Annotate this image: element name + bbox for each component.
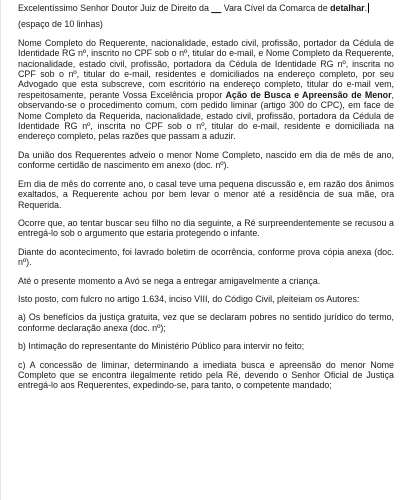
text-cursor <box>368 3 369 13</box>
fact-paragraph-refusal: Ocorre que, ao tentar buscar seu filho no dia seguinte, a Ré surpreendentemente se recusou a entregá-lo sob o argumento que estaria protegendo o infante. <box>18 217 394 239</box>
court-number-blank: __ <box>211 3 222 13</box>
comarca-placeholder: detalhar <box>330 3 365 13</box>
request-item-c: c) A concessão de liminar, determinando a imediata busca e apreensão do menor Nome Completo que se encontra ilegalmente retido pela Ré, devendo o Senhor Oficial de Justiça entregá-lo aos Requerentes, expedindo-se, para tanto, o competente mandado; <box>18 359 394 391</box>
intro-text-1: Excelentíssimo Senhor Doutor Juiz de Direito da <box>18 3 212 13</box>
legal-basis-paragraph: Isto posto, com fulcro no artigo 1.634, inciso VIII, do Código Civil, pleiteiam os Autores: <box>18 293 360 304</box>
intro-text-2: Vara Cível da Comarca de <box>221 3 331 13</box>
spacing-note: (espaço de 10 linhas) <box>18 19 103 30</box>
request-item-b: b) Intimação do representante do Ministério Público para intervir no feito; <box>18 341 305 352</box>
fact-paragraph-discussion: Em dia de mês do corrente ano, o casal teve uma pequena discussão e, em razão dos ânimos exaltados, a Requerente achou por bem levar o menor até a residência de sua mãe, ora Requerida. <box>18 178 394 210</box>
qualification-text-2: , observando-se o procedimento comum, com pedido liminar (artigo 300 do CPC), em face de Nome Completo da Requerida, nacionalidade, estado civil, profissão, portadora da Cédula de Identidade RG nº, inscrita no CPF sob o nº, titular do e-mail, residente e domiciliada na endereço completo, pelas razões que passam a aduzir. <box>18 89 394 142</box>
fact-paragraph-grandmother: Até o presente momento a Avó se nega a entregar amigavelmente a criança. <box>18 275 321 286</box>
fact-paragraph-union: Da união dos Requerentes adveio o menor Nome Completo, nascido em dia de mês de ano, conforme certidão de nascimento em anexo (doc. nº). <box>18 149 394 171</box>
fact-paragraph-police-report: Diante do acontecimento, foi lavrado boletim de ocorrência, conforme prova cópia anexa (doc. nº). <box>18 246 394 268</box>
request-item-a: a) Os benefícios da justiça gratuita, vez que se declaram pobres no sentido jurídico do termo, conforme declaração anexa (doc. nº); <box>18 312 394 333</box>
intro-text-3: . <box>364 3 368 13</box>
action-name: Ação de Busca e Apreensão de Menor <box>225 89 392 100</box>
qualification-text-1: Nome Completo do Requerente, nacionalidade, estado civil, profissão, portador da Cédula de Identidade RG nº, inscrito no CPF sob o nº, titular do e-mail, e Nome Completo da Requerente, nacionalidade, estado civil, profissão, portadora da Cédula de Identidade RG nº, inscrita no CPF sob o nº, titular do e-mail, residentes e domiciliados na endereço completo, por seu Advogado que esta subscreve, com escritório na endereço completo, titular do e-mail vem, respeitosamente, perante Vossa Excelência propor <box>18 37 394 100</box>
intro-paragraph <box>18 3 394 13</box>
qualification-paragraph <box>18 38 394 142</box>
